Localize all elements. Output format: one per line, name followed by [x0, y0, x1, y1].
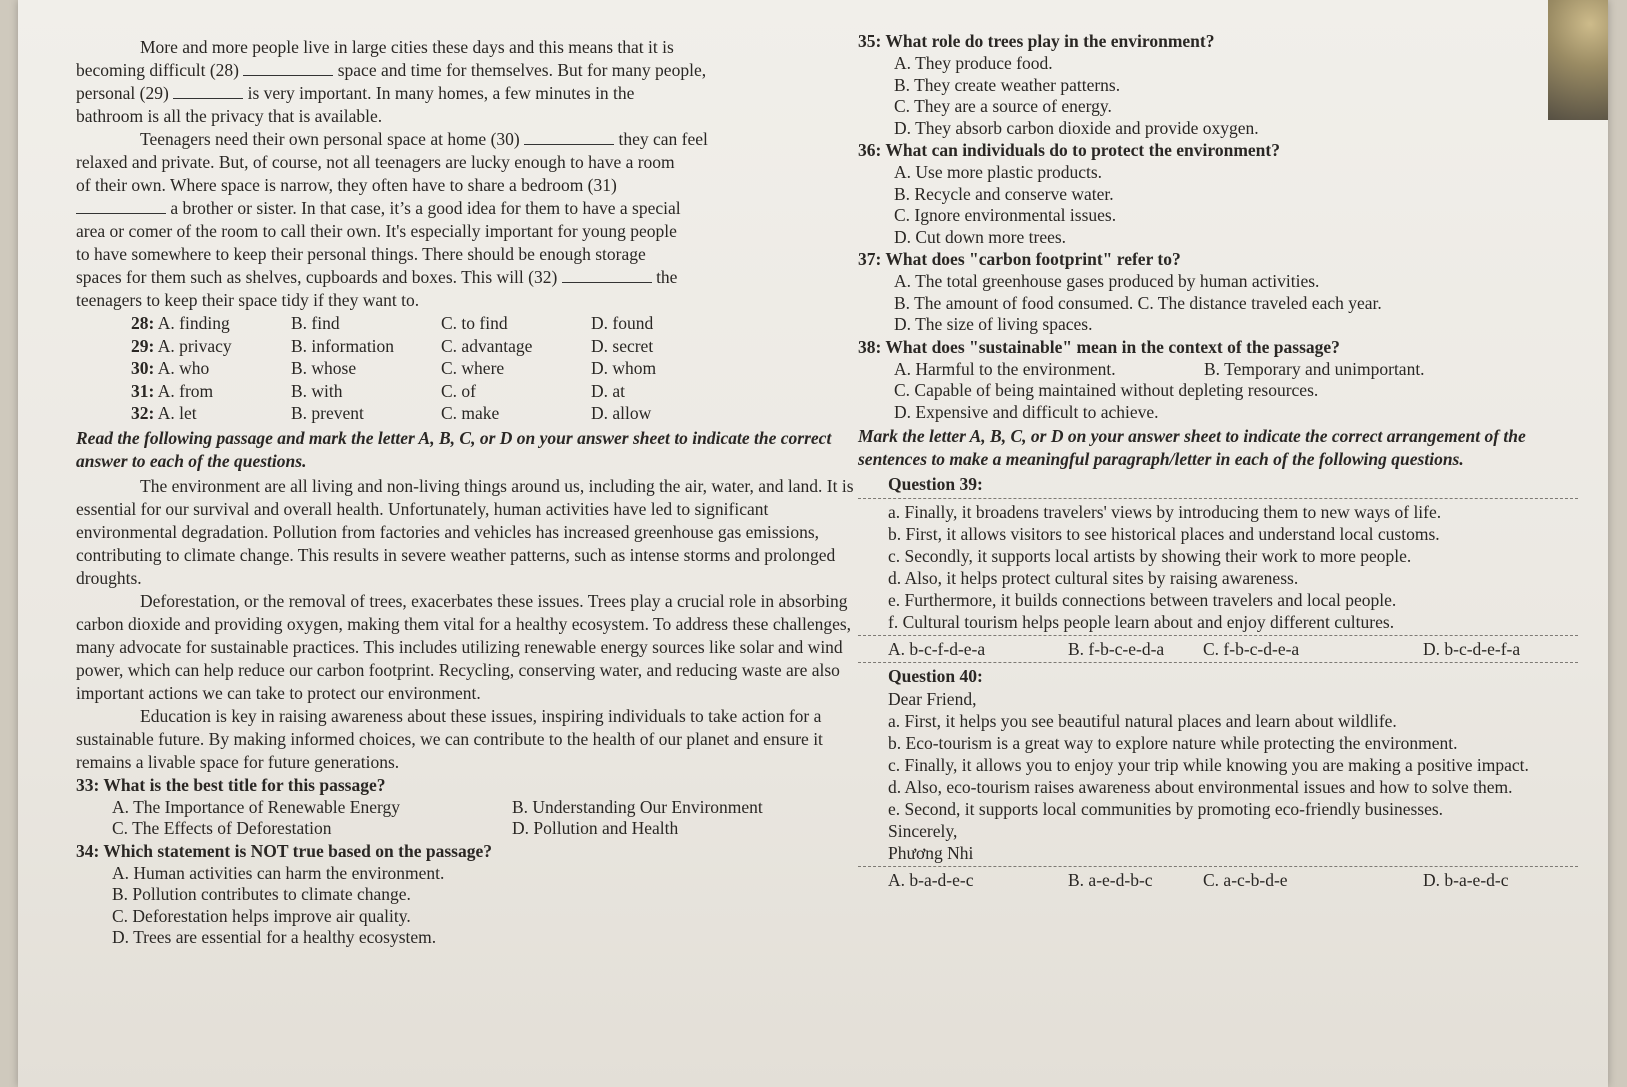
divider — [858, 635, 1578, 636]
cloze-line: area or comer of the room to call their own. It's especially important for young people — [76, 221, 677, 241]
q38-option-d[interactable]: D. Expensive and difficult to achieve. — [894, 401, 1159, 422]
option-29c[interactable]: C. advantage — [441, 335, 533, 356]
q40-option-b[interactable]: B. a-e-d-b-c — [1068, 870, 1153, 890]
question-35: 35: What role do trees play in the environment? — [858, 31, 1215, 51]
cloze-line: Teenagers need their own personal space at home (30) they can feel — [140, 129, 708, 149]
q35-option-a[interactable]: A. They produce food. — [894, 53, 1053, 73]
q39-sentence: c. Secondly, it supports local artists by showing their work to more people. — [888, 546, 1412, 566]
option-30b[interactable]: B. whose — [291, 358, 357, 378]
option-28b[interactable]: B. find — [291, 313, 340, 333]
option-28a[interactable]: 28: A. finding — [131, 313, 230, 333]
q40-sentence: c. Finally, it allows you to enjoy your trip while knowing you are making a positive impact. — [888, 755, 1529, 775]
arrange-instruction: Mark the letter A, B, C, or D on your answer sheet to indicate the correct arrangement of the sentences to make a meaningful paragraph/letter in each of the following questions. — [858, 426, 1526, 469]
q33-option-c[interactable]: C. The Effects of Deforestation — [112, 818, 332, 838]
question-38: 38: What does "sustainable" mean in the context of the passage? — [858, 336, 1340, 357]
q33-option-d[interactable]: D. Pollution and Health — [512, 818, 679, 838]
q36-option-d[interactable]: D. Cut down more trees. — [894, 226, 1067, 247]
q39-option-d[interactable]: D. b-c-d-e-f-a — [1423, 639, 1521, 659]
blank-31[interactable] — [76, 199, 166, 214]
question-39-title: Question 39: — [888, 474, 983, 494]
q34-option-a[interactable]: A. Human activities can harm the environment. — [112, 862, 445, 883]
cloze-line: a brother or sister. In that case, it’s a good idea for them to have a special — [76, 197, 856, 220]
option-28d[interactable]: D. found — [591, 313, 654, 333]
question-37: 37: What does "carbon footprint" refer to? — [858, 249, 1181, 269]
option-32b[interactable]: B. prevent — [291, 403, 364, 423]
option-28c[interactable]: C. to find — [441, 313, 508, 333]
cloze-line: relaxed and private. But, of course, not all teenagers are lucky enough to have a room — [76, 152, 675, 172]
blank-32[interactable] — [562, 268, 652, 283]
reading-instruction: Read the following passage and mark the letter A, B, C, or D on your answer sheet to indicate the correct answer to each of the questions. — [76, 427, 832, 471]
question-36: 36: What can individuals do to protect the environment? — [858, 140, 1280, 160]
q33-option-a[interactable]: A. The Importance of Renewable Energy — [112, 796, 400, 817]
left-column — [76, 36, 856, 949]
q39-options — [888, 638, 1578, 660]
q40-sentence: b. Eco-tourism is a great way to explore nature while protecting the environment. — [888, 733, 1458, 753]
option-30a[interactable]: 30: A. who — [131, 358, 210, 378]
q39-sentence: a. Finally, it broadens travelers' views by introducing them to new ways of life. — [888, 502, 1442, 522]
q40-sentence: a. First, it helps you see beautiful natural places and learn about wildlife. — [888, 711, 1397, 731]
q39-option-a[interactable]: A. b-c-f-d-e-a — [888, 639, 986, 659]
option-29a[interactable]: 29: A. privacy — [131, 335, 232, 356]
q38-options-ab — [894, 359, 1578, 381]
q37-option-bc[interactable]: B. The amount of food consumed. C. The distance traveled each year. — [894, 292, 1382, 313]
q34-option-b[interactable]: B. Pollution contributes to climate change. — [112, 884, 411, 904]
q38-option-c[interactable]: C. Capable of being maintained without depleting resources. — [894, 380, 1319, 400]
option-31d[interactable]: D. at — [591, 380, 626, 401]
option-32d[interactable]: D. allow — [591, 403, 652, 423]
option-31a[interactable]: 31: A. from — [131, 380, 214, 401]
q36-option-a[interactable]: A. Use more plastic products. — [894, 162, 1103, 182]
q34-option-d[interactable]: D. Trees are essential for a healthy ecosystem. — [112, 927, 437, 947]
q33-options — [112, 797, 856, 840]
question-40-title: Question 40: — [888, 666, 983, 686]
q39-sentence: b. First, it allows visitors to see historical places and understand local customs. — [888, 524, 1440, 544]
q33-option-b[interactable]: B. Understanding Our Environment — [512, 796, 763, 817]
cloze-line: of their own. Where space is narrow, they often have to share a bedroom (31) — [76, 175, 617, 195]
reading-para-1: The environment are all living and non-living things around us, including the air, water, and land. It is essential for our survival and overall health. Unfortunately, human activities have led to significant environmental degradation. Pollution from factories and vehicles has increased greenhouse gas emissions, contributing to climate change. This results in severe weather patterns, such as intense storms and prolonged droughts. — [76, 475, 854, 588]
q39-option-c[interactable]: C. f-b-c-d-e-a — [1203, 639, 1300, 659]
option-29b[interactable]: B. information — [291, 335, 395, 356]
q39-sentence: e. Furthermore, it builds connections between travelers and local people. — [888, 590, 1397, 610]
divider — [858, 866, 1578, 867]
cloze-passage — [76, 36, 856, 312]
option-32a[interactable]: 32: A. let — [131, 403, 197, 423]
cloze-line: becoming difficult (28) space and time for themselves. But for many people, — [76, 60, 707, 80]
q39-sentence: f. Cultural tourism helps people learn about and enjoy different cultures. — [888, 612, 1395, 632]
q39-sentence: d. Also, it helps protect cultural sites by raising awareness. — [888, 568, 1299, 588]
q40-option-c[interactable]: C. a-c-b-d-e — [1203, 870, 1288, 890]
question-33: 33: What is the best title for this passage? — [76, 774, 386, 795]
option-31b[interactable]: B. with — [291, 380, 343, 401]
q38-option-b[interactable]: B. Temporary and unimportant. — [1204, 358, 1425, 379]
cloze-options — [131, 312, 856, 425]
cloze-line: More and more people live in large cities these days and this means that it is — [140, 37, 674, 57]
blank-28[interactable] — [243, 61, 333, 76]
reading-para-2: Deforestation, or the removal of trees, exacerbates these issues. Trees play a crucial role in absorbing carbon dioxide and providing oxygen, making them vital for a healthy ecosystem. To address these challenges, many advocate for sustainable practices. This includes utilizing renewable energy sources like solar and wind power, which can help reduce our carbon footprint. Recycling, conserving water, and reducing waste are also important actions we can take to protect our environment. — [76, 590, 852, 703]
q37-option-a[interactable]: A. The total greenhouse gases produced by human activities. — [894, 271, 1320, 291]
question-34: 34: Which statement is NOT true based on the passage? — [76, 840, 492, 861]
exam-sheet — [18, 0, 1608, 1087]
option-31c[interactable]: C. of — [441, 380, 476, 401]
q36-option-c[interactable]: C. Ignore environmental issues. — [894, 205, 1117, 225]
q39-option-b[interactable]: B. f-b-c-e-d-a — [1068, 639, 1165, 659]
letter-closing: Sincerely, — [888, 821, 958, 841]
option-29d[interactable]: D. secret — [591, 335, 654, 356]
q35-option-b[interactable]: B. They create weather patterns. — [894, 74, 1121, 95]
cloze-line: to have somewhere to keep their personal things. There should be enough storage — [76, 244, 646, 264]
q34-option-c[interactable]: C. Deforestation helps improve air quality. — [112, 905, 411, 926]
q37-option-d[interactable]: D. The size of living spaces. — [894, 314, 1093, 334]
letter-greeting: Dear Friend, — [888, 689, 977, 709]
blank-30[interactable] — [524, 130, 614, 145]
q40-option-d[interactable]: D. b-a-e-d-c — [1423, 870, 1509, 890]
blank-29[interactable] — [173, 84, 243, 99]
option-32c[interactable]: C. make — [441, 403, 500, 423]
cloze-line: personal (29) is very important. In many homes, a few minutes in the — [76, 83, 635, 103]
option-30c[interactable]: C. where — [441, 358, 505, 378]
q35-option-d[interactable]: D. They absorb carbon dioxide and provide oxygen. — [894, 117, 1259, 138]
divider — [858, 498, 1578, 499]
cloze-line: spaces for them such as shelves, cupboards and boxes. This will (32) the — [76, 267, 678, 287]
q40-options — [888, 869, 1578, 891]
q36-option-b[interactable]: B. Recycle and conserve water. — [894, 183, 1114, 204]
q38-option-a[interactable]: A. Harmful to the environment. — [894, 358, 1116, 379]
right-column — [858, 30, 1578, 891]
q40-sentence: d. Also, eco-tourism raises awareness about environmental issues and how to solve them. — [888, 777, 1513, 797]
option-30d[interactable]: D. whom — [591, 358, 657, 378]
q35-option-c[interactable]: C. They are a source of energy. — [894, 96, 1112, 116]
cloze-line: teenagers to keep their space tidy if they want to. — [76, 290, 420, 310]
divider — [858, 662, 1578, 663]
reading-para-3: Education is key in raising awareness about these issues, inspiring individuals to take action for a sustainable future. By making informed choices, we can contribute to the health of our planet and ensure it remains a livable space for future generations. — [76, 705, 823, 772]
letter-signature: Phương Nhi — [888, 843, 974, 863]
q40-option-a[interactable]: A. b-a-d-e-c — [888, 870, 974, 890]
q40-sentence: e. Second, it supports local communities by promoting eco-friendly businesses. — [888, 799, 1444, 819]
cloze-line: bathroom is all the privacy that is available. — [76, 106, 383, 126]
